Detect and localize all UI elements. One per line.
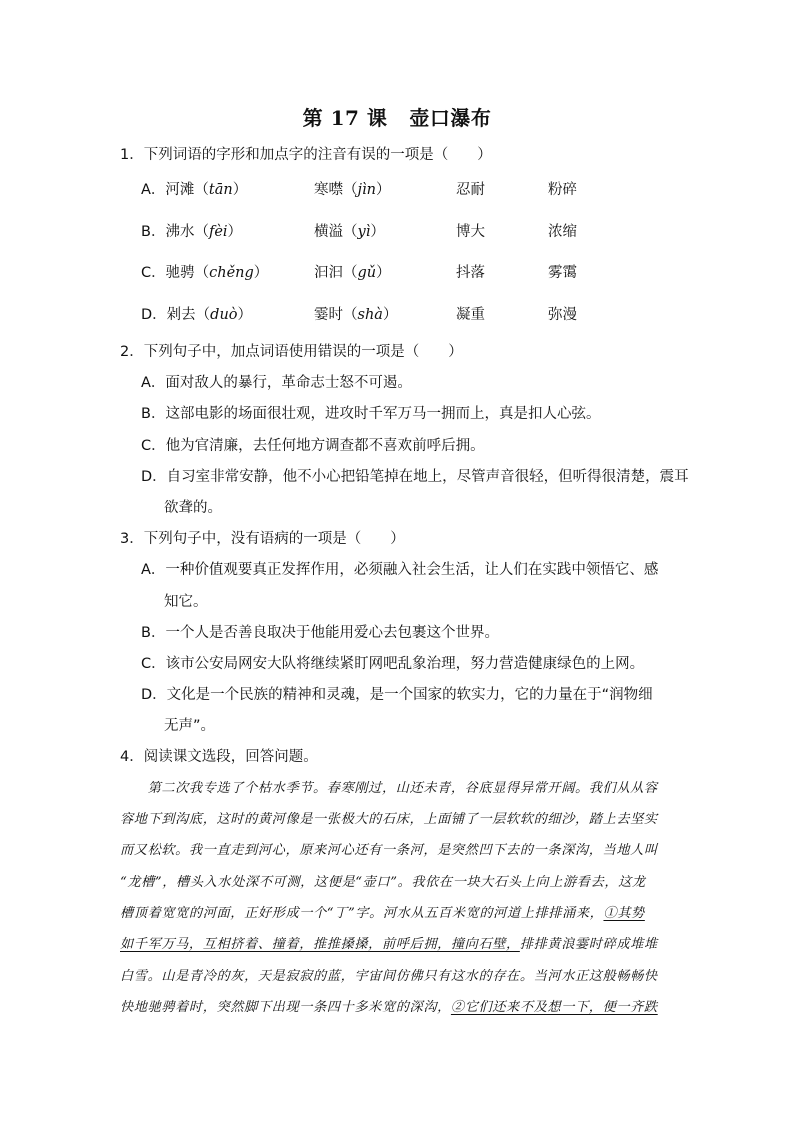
question-2-option-b: B．这部电影的场面很壮观，进攻时千军万马一拥而上，真是扣人心弦。 — [141, 406, 601, 422]
question-3-option-d: D．文化是一个民族的精神和灵魂，是一个国家的软实力，它的力量在于“润物细 — [141, 687, 653, 703]
passage-line: 容地下到沟底，这时的黄河像是一张极大的石床，上面铺了一层软软的细沙，踏上去坚实 — [120, 812, 658, 827]
passage-line: “龙槽”，槽头入水处深不可测，这便是“壶口”。我依在一块大石头上向上游看去，这龙 — [120, 875, 646, 890]
passage-line: 而又松软。我一直走到河心，原来河心还有一条河，是突然凹下去的一条深沟，当地人叫 — [120, 843, 658, 858]
question-2-option-c: C．他为官清廉，去任何地方调查都不喜欢前呼后拥。 — [141, 438, 485, 454]
passage-line: 如千军万马，互相挤着、撞着，推推搡搡，前呼后拥，撞向石壁，排排黄浪霎时碎成堆堆 — [120, 937, 658, 952]
question-2-option-d: D．自习室非常安静，他不小心把铅笔掉在地上，尽管声音很轻，但听得很清楚，震耳 — [141, 469, 689, 485]
passage-line: 第二次我专选了个枯水季节。春寒刚过，山还未青，谷底显得异常开阔。我们从从容 — [120, 781, 658, 796]
passage-line: 白雪。山是青冷的灰，天是寂寂的蓝，宇宙间仿佛只有这水的存在。当河水正这般畅畅快 — [120, 969, 658, 984]
question-3-option-a: A．一种价值观要真正发挥作用，必须融入社会生活，让人们在实践中领悟它、感 — [141, 562, 659, 578]
question-3-option-d-continued: 无声”。 — [164, 718, 216, 734]
question-4-stem: 4．阅读课文选段，回答问题。 — [120, 749, 318, 765]
question-1-stem: 1．下列词语的字形和加点字的注音有误的一项是（ ） — [120, 147, 492, 163]
question-3-option-b: B．一个人是否善良取决于他能用爱心去包裹这个世界。 — [141, 625, 499, 641]
underlined-sentence-1-continued: 如千军万马，互相挤着、撞着，推推搡搡，前呼后拥，撞向石壁， — [120, 937, 520, 952]
question-3-option-c: C．该市公安局网安大队将继续紧盯网吧乱象治理，努力营造健康绿色的上网。 — [141, 656, 645, 672]
underlined-sentence-2: ②它们还来不及想一下，便一齐跌 — [450, 1000, 658, 1015]
question-3-stem: 3．下列句子中，没有语病的一项是（ ） — [120, 531, 405, 547]
question-3-option-a-continued: 知它。 — [164, 594, 208, 610]
underlined-sentence-1: ①其势 — [603, 906, 645, 921]
lesson-number: 第 17 课 — [302, 106, 388, 130]
passage-line: 快地驰骋着时，突然脚下出现一条四十多米宽的深沟，②它们还来不及想一下，便一齐跌 — [120, 1000, 658, 1015]
passage-line: 槽顶着宽宽的河面，正好形成一个“丁”字。河水从五百米宽的河道上排排涌来，①其势 — [120, 906, 645, 921]
question-2-option-a: A．面对敌人的暴行，革命志士怒不可遏。 — [141, 375, 412, 391]
question-2-stem: 2．下列句子中，加点词语使用错误的一项是（ ） — [120, 344, 463, 360]
document-page: 第 17 课 壶口瀑布 1．下列词语的字形和加点字的注音有误的一项是（ ） A．河滩（tān） 寒噤（jìn） 忍耐 粉碎 B．沸水（fèi） 横溢（yì） 博大 浓缩 C．驰骋（chěng） 汩汩（gǔ） 抖落 雾霭 D．剁去（duò） 霎时（shà） 凝重 弥漫 2．下列句子中，加点词语使用错误的一项是（ ） A．面对敌人的暴行，革命志士怒不可遏。 B．这部电影的场面很壮观，进攻时千军万马一拥而上，真是扣人心弦。 C．他为官清廉，去任何地方调查都不喜欢前呼后拥。 D．自习室非常安静，他不小心把铅笔掉在地上，尽管声音很轻，但听得很清楚，震耳 欲聋的。 3．下列句子中，没有语病的一项是（ ） A．一种价值观要真正发挥作用，必须融入社会生活，让人们在实践中领悟它、感 知它。 B．一个人是否善良取决于他能用爱心去包裹这个世界。 C．该市公安局网安大队将继续紧盯网吧乱象治理，努力营造健康绿色的上网。 D．文化是一个民族的精神和灵魂，是一个国家的软实力，它的力量在于“润物细 无声”。 4．阅读课文选段，回答问题。 第二次我专选了个枯水季节。春寒刚过，山还未青，谷底显得异常开阔。我们从从容 容地下到沟底，这时的黄河像是一张极大的石床，上面铺了一层软软的细沙，踏上去坚实 而又松软。我一直走到河心，原来河心还有一条河，是突然凹下去的一条深沟，当地人叫 “龙槽”，槽头入水处深不可测，这便是“壶口”。我依在一块大石头上向上游看去，这龙 槽顶着宽宽的河面，正好形成一个“丁”字。河水从五百米宽的河道上排排涌来，①其势 如千军万马，互相挤着、撞着，推推搡搡，前呼后拥，撞向石壁，排排黄浪霎时碎成堆堆 白雪。山是青冷的灰，天是寂寂的蓝，宇宙间仿佛只有这水的存在。当河水正这般畅畅快 快地驰骋着时，突然脚下出现一条四十多米宽的深沟，②它们还来不及想一下，便一齐跌 — [0, 0, 794, 1123]
question-2-option-d-continued: 欲聋的。 — [164, 500, 222, 516]
page-title — [0, 102, 794, 131]
lesson-name: 壶口瀑布 — [409, 106, 492, 130]
